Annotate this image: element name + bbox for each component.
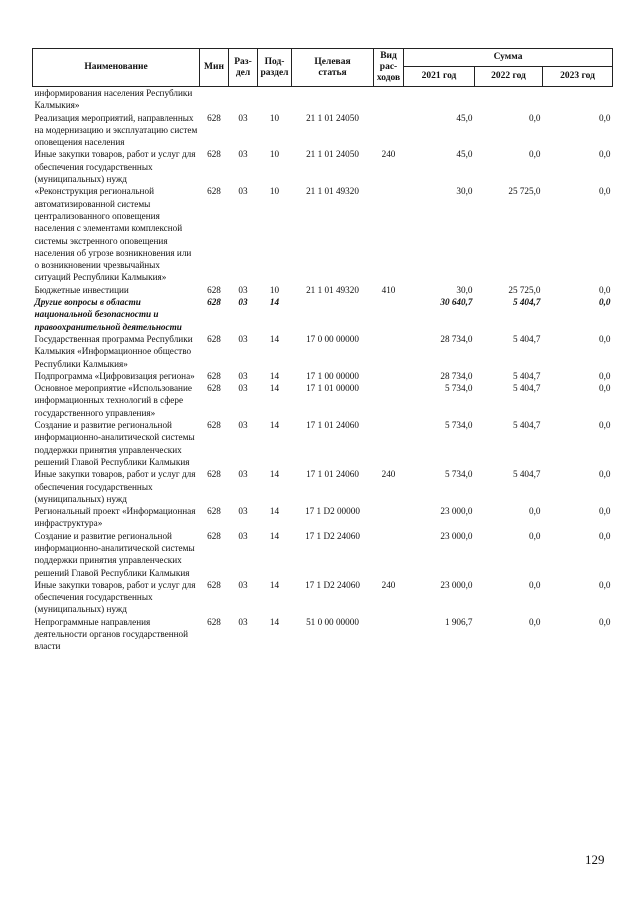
col-header-vid: Вид рас- ходов (374, 49, 404, 87)
cell-min: 628 (207, 333, 221, 344)
cell-sum-2021: 1 906,7 (444, 616, 473, 627)
cell-sum-2023: 0,0 (599, 530, 611, 541)
cell-razdel: 03 (238, 420, 248, 431)
cell-sum-2023: 0,0 (599, 186, 611, 197)
cell-podrazdel: 14 (269, 506, 280, 517)
cell-name: Другие вопросы в области национальной безопасности и правоохранительной деятельности (34, 297, 182, 332)
cell-min: 628 (207, 297, 221, 308)
cell-sum-2023: 0,0 (599, 420, 611, 431)
cell-sum-2021: 23 000,0 (440, 579, 473, 590)
cell-vid (374, 530, 404, 579)
cell-podrazdel (258, 87, 292, 112)
cell-sum-2023: 0,0 (599, 370, 611, 381)
cell-sum-2023 (543, 87, 613, 112)
cell-target: 17 1 01 24060 (306, 469, 359, 480)
cell-min: 628 (207, 383, 221, 394)
cell-vid (374, 419, 404, 468)
cell-name: Реализация мероприятий, направленных на модернизацию и эксплуатацию систем оповещения населения (34, 112, 198, 148)
cell-razdel: 03 (238, 579, 248, 590)
cell-name: Создание и развитие региональной информационно-аналитической системы поддержки принятия управленческих решений Главой Республики Калмыкия (34, 530, 195, 578)
cell-sum-2022: 5 404,7 (512, 420, 541, 431)
cell-sum-2022: 0,0 (529, 579, 541, 590)
budget-table (32, 48, 613, 653)
table-row (33, 87, 613, 112)
cell-min (200, 87, 229, 112)
cell-razdel: 03 (238, 149, 248, 160)
cell-vid (374, 505, 404, 530)
table-row (33, 419, 613, 468)
cell-razdel: 03 (238, 112, 248, 123)
cell-target: 21 1 01 49320 (306, 186, 359, 197)
cell-razdel: 03 (238, 284, 248, 295)
cell-target (292, 87, 374, 112)
cell-podrazdel: 14 (269, 297, 280, 308)
cell-sum-2022: 5 404,7 (512, 469, 541, 480)
cell-sum-2022: 5 404,7 (512, 333, 541, 344)
cell-name: Иные закупки товаров, работ и услуг для обеспечения государственных (муниципальных) нужд (34, 149, 196, 185)
cell-podrazdel: 14 (269, 469, 280, 480)
table-row (33, 530, 613, 579)
cell-name: Иные закупки товаров, работ и услуг для обеспечения государственных (муниципальных) нужд (34, 579, 196, 615)
cell-name: Региональный проект «Информационная инфраструктура» (34, 506, 196, 529)
cell-vid: 240 (381, 149, 396, 160)
cell-min: 628 (207, 469, 221, 480)
cell-target: 17 1 00 00000 (306, 370, 359, 381)
cell-vid: 240 (381, 579, 396, 590)
cell-podrazdel: 10 (269, 284, 280, 295)
cell-razdel: 03 (238, 506, 248, 517)
col-header-min: Мин (200, 49, 229, 87)
cell-name: Бюджетные инвестиции (34, 284, 129, 295)
cell-sum-2022: 5 404,7 (512, 383, 541, 394)
cell-sum-2023: 0,0 (599, 284, 611, 295)
cell-sum-2021: 30 640,7 (440, 297, 473, 308)
cell-name: Основное мероприятие «Использование информационных технологий в сфере государственного управления» (34, 383, 192, 418)
cell-podrazdel: 14 (269, 420, 280, 431)
cell-razdel: 03 (238, 530, 248, 541)
cell-sum-2022 (475, 87, 543, 112)
cell-name: Создание и развитие региональной информационно-аналитической системы поддержки принятия управленческих решений Главой Республики Калмыкия (34, 420, 195, 467)
cell-sum-2021: 45,0 (456, 149, 473, 160)
cell-sum-2023: 0,0 (599, 579, 611, 590)
cell-target: 51 0 00 00000 (306, 616, 359, 627)
cell-razdel: 03 (238, 186, 248, 197)
cell-sum-2021: 30,0 (456, 186, 473, 197)
table-row (33, 112, 613, 149)
cell-target: 17 1 D2 24060 (305, 579, 360, 590)
col-header-2022: 2022 год (475, 67, 543, 87)
cell-razdel: 03 (238, 469, 248, 480)
cell-vid (374, 296, 404, 333)
cell-min: 628 (207, 186, 221, 197)
cell-podrazdel: 14 (269, 383, 280, 394)
table-row (33, 185, 613, 283)
cell-min: 628 (207, 579, 221, 590)
cell-razdel: 03 (238, 370, 248, 381)
table-row (33, 370, 613, 382)
table-row (33, 579, 613, 616)
col-header-2023: 2023 год (543, 67, 613, 87)
cell-name: Государственная программа Республики Калмыкия «Информационное общество Республики Калмыкия» (34, 333, 193, 369)
cell-vid (374, 382, 404, 419)
cell-sum-2023: 0,0 (599, 469, 611, 480)
cell-razdel: 03 (238, 616, 248, 627)
cell-podrazdel: 14 (269, 579, 280, 590)
cell-name: Иные закупки товаров, работ и услуг для обеспечения государственных (муниципальных) нужд (34, 469, 196, 504)
cell-sum-2021: 45,0 (456, 112, 473, 123)
cell-min: 628 (207, 370, 221, 381)
cell-name: информирования населения Республики Калмыкия» (34, 88, 193, 111)
cell-vid: 410 (381, 284, 396, 295)
cell-razdel: 03 (238, 383, 248, 394)
cell-sum-2022: 0,0 (529, 616, 541, 627)
cell-sum-2023: 0,0 (599, 112, 611, 123)
cell-target: 17 0 00 00000 (306, 333, 359, 344)
cell-sum-2021: 28 734,0 (440, 333, 473, 344)
table-body (33, 87, 613, 653)
cell-target: 17 1 D2 24060 (305, 530, 360, 541)
cell-sum-2023: 0,0 (599, 333, 611, 344)
col-header-target: Целевая статья (292, 49, 374, 87)
cell-sum-2021: 5 734,0 (444, 469, 473, 480)
cell-podrazdel: 14 (269, 333, 280, 344)
cell-razdel: 03 (238, 297, 248, 308)
cell-target (292, 296, 374, 333)
cell-podrazdel: 14 (269, 370, 280, 381)
cell-sum-2022: 25 725,0 (508, 284, 541, 295)
cell-sum-2023: 0,0 (599, 149, 611, 160)
col-header-razdel: Раз- дел (229, 49, 258, 87)
table-row (33, 616, 613, 653)
col-header-name: Наименование (33, 49, 200, 87)
cell-min: 628 (207, 530, 221, 541)
cell-vid (374, 616, 404, 653)
cell-name: Подпрограмма «Цифровизация региона» (34, 370, 195, 381)
cell-min: 628 (207, 506, 221, 517)
cell-target: 17 1 01 24060 (306, 420, 359, 431)
cell-vid (374, 370, 404, 382)
cell-sum-2022: 0,0 (529, 530, 541, 541)
cell-podrazdel: 10 (269, 149, 280, 160)
cell-min: 628 (207, 284, 221, 295)
cell-name: «Реконструкция региональной автоматизированной системы централизованного оповещения населения с элементами комплексной системы экстренного оповещения населения об угрозе возникновения или о возникновении чрезвычайных ситуаций Республики Калмыкия» (34, 186, 192, 283)
cell-name: Непрограммные направления деятельности органов государственной власти (34, 616, 189, 652)
table-row (33, 148, 613, 185)
col-header-podrazdel: Под- раздел (258, 49, 292, 87)
cell-sum-2021: 5 734,0 (444, 383, 473, 394)
cell-min: 628 (207, 616, 221, 627)
cell-target: 17 1 D2 00000 (305, 506, 360, 517)
table-row (33, 333, 613, 370)
cell-min: 628 (207, 149, 221, 160)
page-number: 129 (585, 852, 605, 867)
cell-sum-2021 (404, 87, 475, 112)
cell-sum-2021: 5 734,0 (444, 420, 473, 431)
cell-sum-2022: 0,0 (529, 149, 541, 160)
col-header-2021: 2021 год (404, 67, 475, 87)
cell-sum-2022: 0,0 (529, 506, 541, 517)
cell-target: 21 1 01 49320 (306, 284, 359, 295)
cell-podrazdel: 14 (269, 530, 280, 541)
cell-target: 21 1 01 24050 (306, 149, 359, 160)
cell-sum-2022: 5 404,7 (512, 370, 541, 381)
table-row (33, 468, 613, 505)
cell-vid (374, 185, 404, 283)
cell-sum-2021: 23 000,0 (440, 530, 473, 541)
cell-podrazdel: 10 (269, 186, 280, 197)
cell-vid (374, 333, 404, 370)
cell-vid: 240 (381, 469, 396, 480)
table-row (33, 296, 613, 333)
cell-razdel: 03 (238, 333, 248, 344)
cell-sum-2023: 0,0 (599, 616, 611, 627)
cell-min: 628 (207, 420, 221, 431)
cell-podrazdel: 10 (269, 112, 280, 123)
cell-sum-2021: 30,0 (456, 284, 473, 295)
cell-sum-2023: 0,0 (599, 383, 611, 394)
cell-razdel (229, 87, 258, 112)
cell-podrazdel: 14 (269, 616, 280, 627)
cell-sum-2021: 28 734,0 (440, 370, 473, 381)
cell-target: 21 1 01 24050 (306, 112, 359, 123)
cell-vid (374, 87, 404, 112)
cell-sum-2023: 0,0 (599, 297, 611, 308)
cell-sum-2021: 23 000,0 (440, 506, 473, 517)
cell-target: 17 1 01 00000 (306, 383, 359, 394)
table-row (33, 382, 613, 419)
cell-sum-2022: 5 404,7 (512, 297, 541, 308)
col-header-sum: Сумма (404, 49, 613, 67)
table-row (33, 505, 613, 530)
cell-vid (374, 112, 404, 149)
cell-min: 628 (207, 112, 221, 123)
table-row (33, 284, 613, 296)
cell-sum-2022: 0,0 (529, 112, 541, 123)
cell-sum-2023: 0,0 (599, 506, 611, 517)
cell-sum-2022: 25 725,0 (508, 186, 541, 197)
